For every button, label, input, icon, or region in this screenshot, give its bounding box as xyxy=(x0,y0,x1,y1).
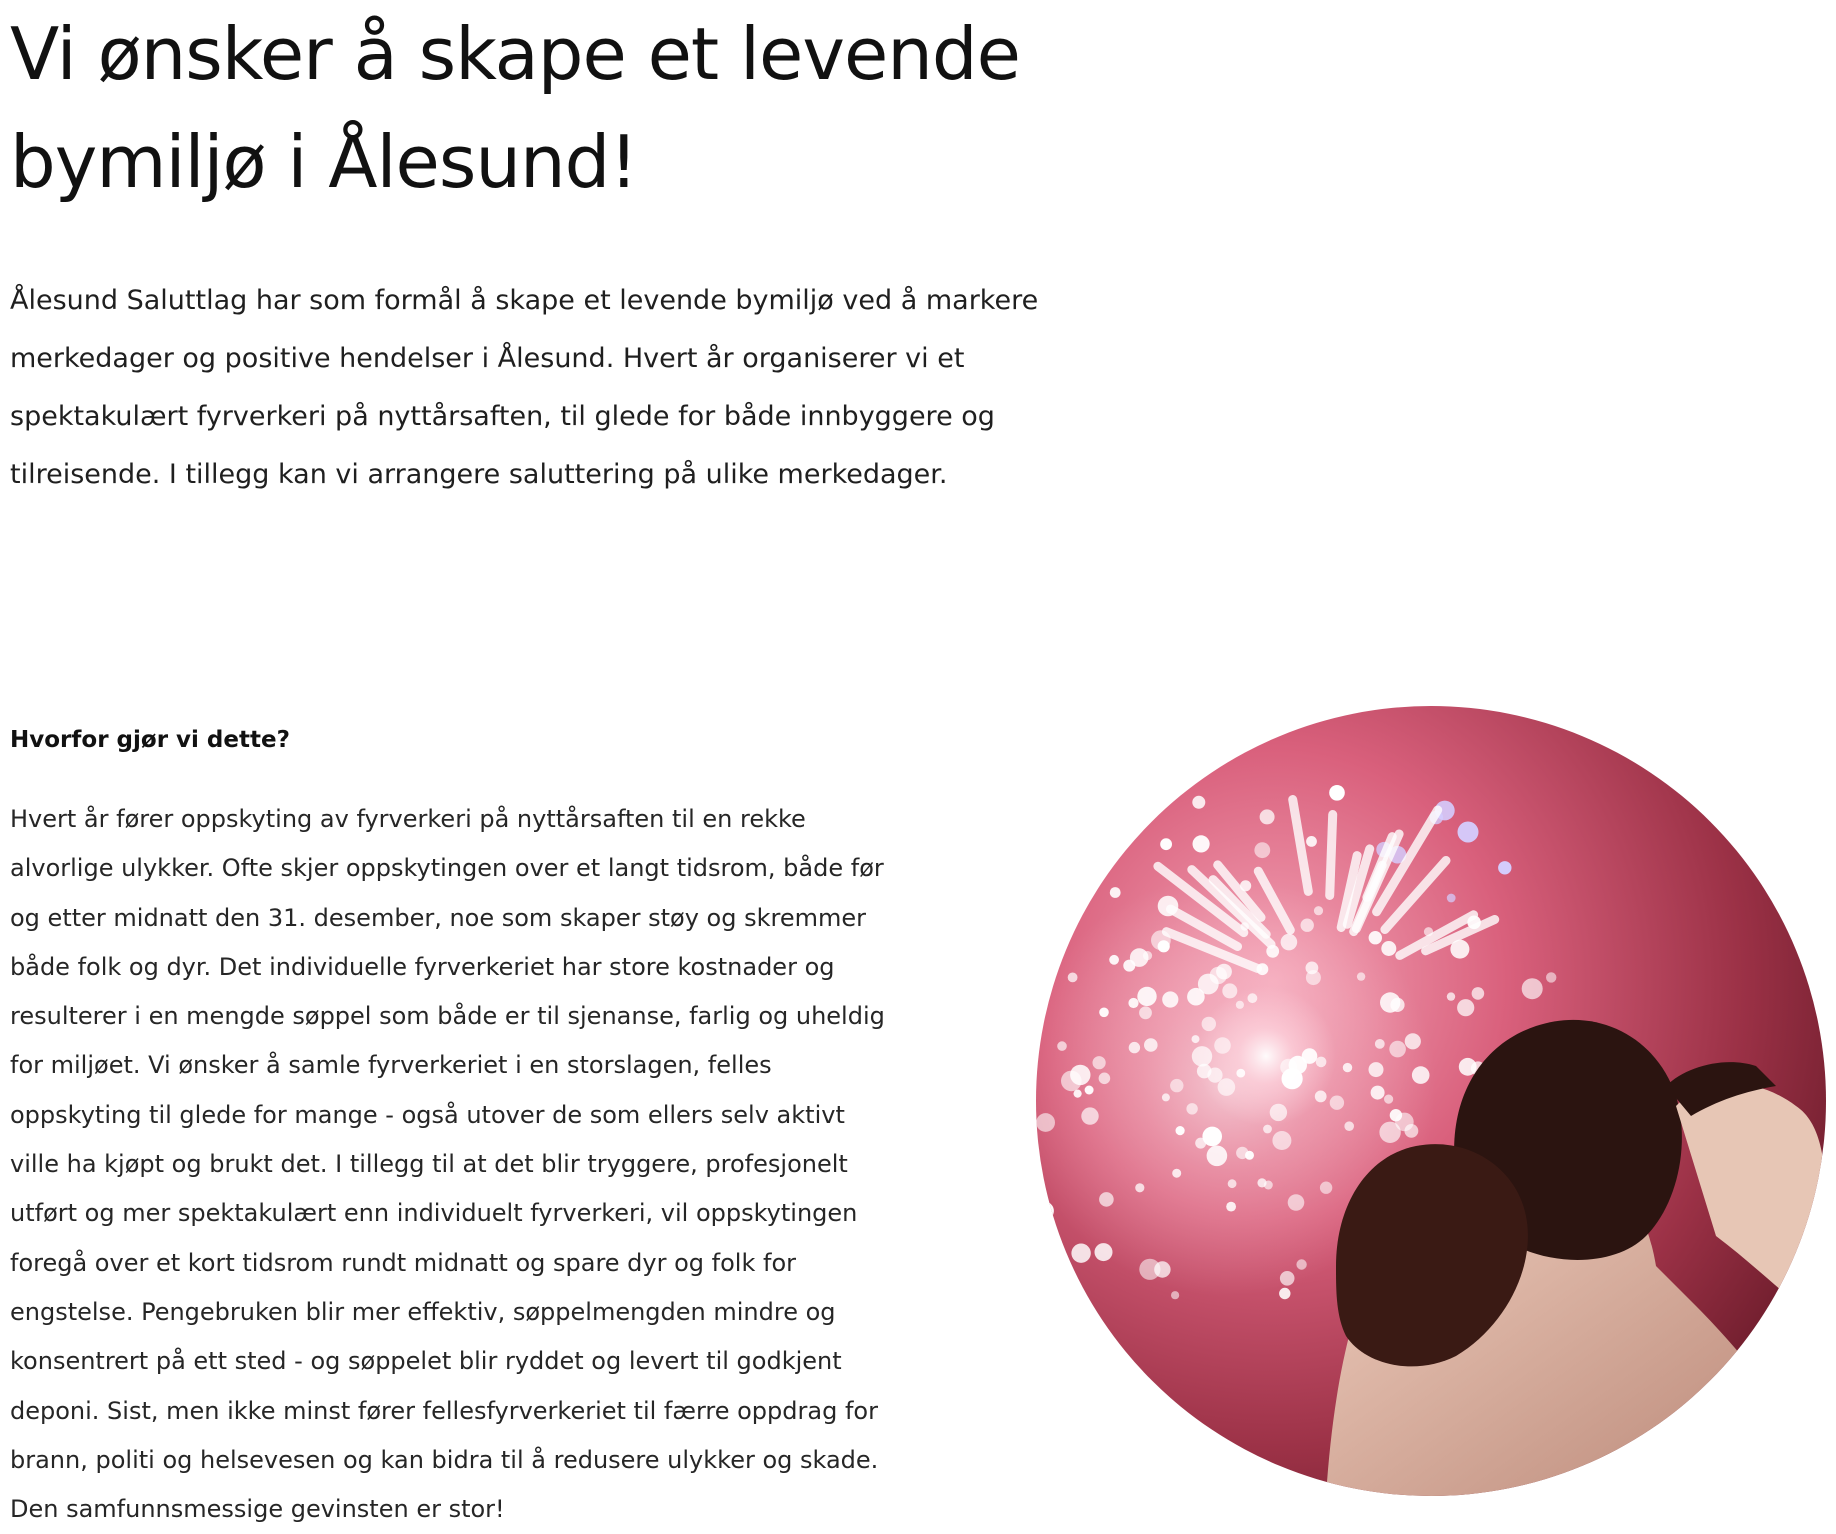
firework-spark xyxy=(1170,1079,1183,1092)
firework-spark xyxy=(1085,1086,1094,1095)
firework-spark xyxy=(1192,796,1205,809)
firework-spark xyxy=(1193,835,1210,852)
firework-spark xyxy=(1412,1066,1430,1084)
firework-streak xyxy=(1330,815,1333,896)
firework-spark xyxy=(1330,1096,1344,1110)
firework-spark xyxy=(1264,1181,1273,1190)
firework-spark xyxy=(1099,1008,1109,1018)
firework-spark xyxy=(1272,1131,1291,1150)
firework-spark xyxy=(1384,1095,1393,1104)
why-paragraph: Hvert år fører oppskyting av fyrverkeri på nyttårsaften til en rekke alvorlige ulykker. Ofte skjer oppskytingen over et langt tidsrom, både før og etter midnatt den 31. desember, noe som skaper støy og skremmer både folk og dyr. Det individuelle fyrverkeriet har store kostnader og resulterer i en mengde søppel som både er til sjenanse, farlig og uheldig for miljøet. Vi ønsker å samle fyrverkeriet i en storslagen, felles oppskyting til glede for mange - også utover de som ellers selv aktivt ville ha kjøpt og brukt det. I tillegg til at det blir tryggere, profesjonelt utført og mer spektakulært enn individuelt fyrverkeri, vil oppskytingen foregå over et kort tidsrom rundt midnatt og spare dyr og folk for engstelse. Pengebruken blir mer effektiv, søppelmengden mindre og konsentrert på ett sted - og søppelet blir ryddet og levert til godkjent deponi. Sist, men ikke minst fører fellesfyrverkeriet til færre oppdrag for brann, politi og helsevesen og kan bidra til å redusere ulykker og skade. Den samfunnsmessige gevinsten er stor! xyxy=(10,805,885,1524)
firework-spark xyxy=(1389,1041,1406,1058)
firework-spark xyxy=(1357,972,1365,980)
firework-spark xyxy=(1202,1127,1222,1147)
firework-spark xyxy=(1073,856,1087,870)
firework-spark xyxy=(1214,1037,1231,1054)
firework-spark xyxy=(1447,894,1456,903)
fireworks-couple-photo xyxy=(1036,706,1826,1496)
firework-spark xyxy=(1202,1017,1216,1031)
firework-spark xyxy=(1192,1035,1200,1043)
firework-spark xyxy=(1135,1183,1144,1192)
firework-spark xyxy=(1369,931,1382,944)
firework-spark xyxy=(1144,1038,1158,1052)
firework-spark xyxy=(1498,861,1511,874)
firework-spark xyxy=(1260,809,1275,824)
fireworks-illustration xyxy=(1036,706,1826,1496)
firework-spark xyxy=(1093,1056,1106,1069)
firework-spark xyxy=(1236,1147,1248,1159)
firework-spark xyxy=(1236,1069,1245,1078)
firework-spark xyxy=(1279,1288,1290,1299)
firework-spark xyxy=(1306,962,1319,975)
firework-spark xyxy=(1207,1068,1222,1083)
firework-spark xyxy=(1192,1046,1212,1066)
firework-spark xyxy=(1314,906,1323,915)
firework-spark xyxy=(1344,1121,1354,1131)
firework-spark xyxy=(1369,1062,1384,1077)
firework-spark xyxy=(1301,919,1314,932)
firework-spark xyxy=(1036,1113,1055,1132)
intro-paragraph: Ålesund Saluttlag har som formål å skape et levende bymiljø ved å markere merkedager og positive hendelser i Ålesund. Hvert år organiserer vi et spektakulært fyrverkeri på nyttårsaften, til glede for både innbyggere og tilreisende. I tillegg kan vi arrangere saluttering på ulike merkedager. xyxy=(10,285,1039,490)
firework-spark xyxy=(1263,1125,1272,1134)
firework-spark xyxy=(1395,1113,1414,1132)
firework-spark xyxy=(1198,974,1219,995)
firework-spark xyxy=(1218,1078,1236,1096)
firework-spark xyxy=(1129,1042,1140,1053)
firework-spark xyxy=(1315,1091,1327,1103)
firework-spark xyxy=(1068,973,1078,983)
firework-spark xyxy=(1186,1103,1197,1114)
firework-spark xyxy=(1248,993,1258,1003)
firework-spark xyxy=(1343,1063,1352,1072)
firework-spark xyxy=(1036,918,1047,940)
firework-spark xyxy=(1095,1243,1113,1261)
firework-spark xyxy=(1162,991,1178,1007)
firework-spark xyxy=(1546,972,1556,982)
section-heading-why: Hvorfor gjør vi dette? xyxy=(10,727,290,753)
firework-spark xyxy=(1316,1057,1327,1068)
firework-spark xyxy=(1289,1056,1307,1074)
firework-spark xyxy=(1074,1090,1082,1098)
firework-spark xyxy=(1171,1291,1179,1299)
firework-spark xyxy=(1176,1126,1185,1135)
firework-spark xyxy=(1375,1039,1385,1049)
firework-spark xyxy=(1099,1192,1114,1207)
firework-spark xyxy=(1472,987,1485,1000)
firework-spark xyxy=(1226,1202,1236,1212)
firework-spark xyxy=(1457,999,1474,1016)
firework-spark xyxy=(1270,1104,1287,1121)
firework-spark xyxy=(1254,842,1270,858)
firework-spark xyxy=(1381,941,1396,956)
firework-spark xyxy=(1405,1033,1421,1049)
firework-spark xyxy=(1071,1244,1090,1263)
page-title: Vi ønsker å skape et levende bymiljø i Ålesund! xyxy=(10,12,1020,204)
firework-spark xyxy=(1459,1058,1477,1076)
firework-spark xyxy=(1288,1194,1305,1211)
firework-spark xyxy=(1162,1093,1170,1101)
firework-spark xyxy=(1380,992,1400,1012)
firework-spark xyxy=(1329,785,1345,801)
firework-spark xyxy=(1236,1001,1244,1009)
firework-spark xyxy=(1222,983,1237,998)
firework-spark xyxy=(1296,1259,1306,1269)
firework-spark xyxy=(1081,1107,1098,1124)
firework-spark xyxy=(1280,1271,1295,1286)
firework-spark xyxy=(1128,998,1138,1008)
firework-spark xyxy=(1070,1065,1090,1085)
firework-spark xyxy=(1036,1202,1054,1221)
firework-spark xyxy=(1139,1006,1152,1019)
firework-spark xyxy=(1207,1146,1228,1167)
firework-spark xyxy=(1172,1169,1181,1178)
firework-spark xyxy=(1109,955,1119,965)
firework-spark xyxy=(1320,1182,1332,1194)
firework-spark xyxy=(1160,838,1172,850)
firework-spark xyxy=(1143,951,1152,960)
firework-spark xyxy=(1371,1086,1385,1100)
firework-spark xyxy=(1057,1041,1067,1051)
firework-spark xyxy=(1458,822,1479,843)
firework-spark xyxy=(1522,978,1543,999)
firework-spark xyxy=(1228,1179,1237,1188)
firework-spark xyxy=(1139,1259,1160,1280)
firework-spark xyxy=(1281,934,1298,951)
firework-spark xyxy=(1110,887,1121,898)
firework-spark xyxy=(1447,992,1455,1000)
firework-spark xyxy=(1099,1073,1111,1085)
firework-spark xyxy=(1137,987,1156,1006)
firework-spark xyxy=(1306,836,1317,847)
